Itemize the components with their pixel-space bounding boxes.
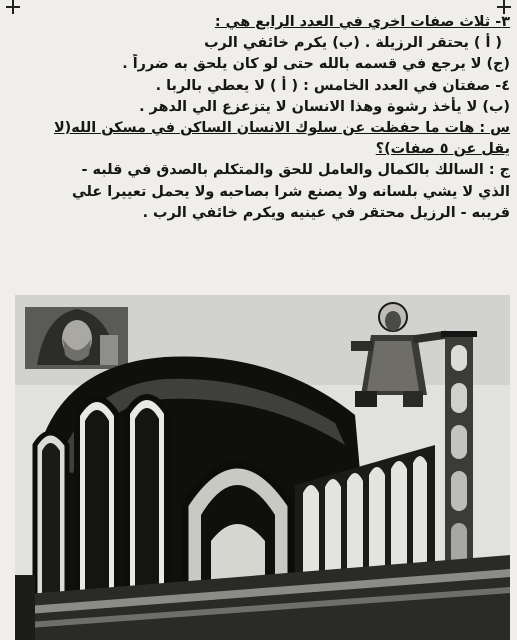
answer-4-line-1: ٤- صفتان في العدد الخامس : ( أ ) لا يعطي بالربا . bbox=[155, 77, 510, 94]
answer-4-line-2: (ب) لا يأخذ رشوة وهذا الانسان لا يتزعزع الي الدهر . bbox=[139, 98, 510, 115]
saint-portrait-left bbox=[25, 307, 128, 369]
answer-line-3: قريبه - الرزيل محتقر في عينيه ويكرم خائفي الرب . bbox=[142, 204, 510, 221]
answer-3-line-2: (ج) لا يرجع في قسمه بالله حتى لو كان يلحق به ضرراً . bbox=[122, 56, 510, 73]
answer-line-2: الذي لا يشي بلسانه ولا يصنع شرا بصاحبه ولا يحمل تعييرا علي bbox=[71, 183, 510, 200]
answer-line-1: ج : السالك بالكمال والعامل للحق والمتكلم بالصدق في قلبه - bbox=[81, 162, 510, 179]
text-content bbox=[6, 12, 510, 224]
question-line-2: يقل عن ٥ صفات)؟ bbox=[375, 141, 510, 158]
cathedral-illustration bbox=[15, 295, 510, 640]
answer-3-line-1: ( أ ) يحتقر الرزيلة . (ب) يكرم خائفي الرب bbox=[204, 35, 502, 52]
question-line-1: س : هات ما حفظت عن سلوك الانسان الساكن في مسكن الله(لا bbox=[53, 119, 510, 136]
question-3-heading: ٣- ثلاث صفات اخري في العدد الرابع هي : bbox=[214, 14, 510, 30]
